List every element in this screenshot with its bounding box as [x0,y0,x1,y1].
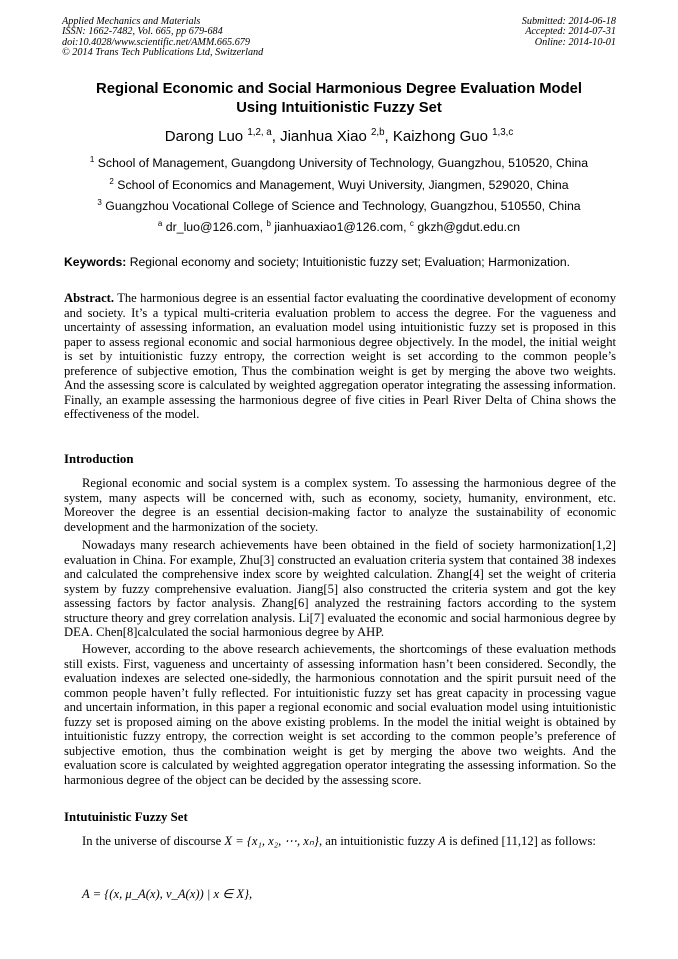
submission-dates [522,17,616,48]
intro-paragraph-3: However, according to the above research achievements, the shortcomings of these evaluation methods still exists. First, vagueness and uncertainty of assessing information hasn’t been considered. Secondly, the evaluation indexes are selected one-sidedly, the harmonious connotation and the spirit pursuit need of the common people haven’t fully reflected. For intuitionistic fuzzy set has great capacity in processing vague and uncertain information, in this paper a regional economic and social evaluation model using intuitionistic fuzzy set is proposed aiming on the above existing problems. In the model the initial weight is obtained by intuitionistic fuzzy entropy, the correction weight is set according to the common people’s preference of subjective emotion, thus the combination weight is get by merging the above two weights. And the evaluation score is calculated by weighted aggregation operator integrating the assessing information. So the harmonious degree of the object can be decided by the assessing score. [64,642,616,787]
author-superscript: 1,3,c [492,127,514,138]
copyright-line: © 2014 Trans Tech Publications Ltd, Switzerland [62,47,264,59]
journal-name: Applied Mechanics and Materials [62,16,201,27]
paper-title [62,80,616,118]
affiliation-superscript: 2 [109,176,114,186]
keywords [64,255,616,269]
affiliation-text: School of Economics and Management, Wuyi University, Jiangmen, 529020, China [117,178,569,192]
author-superscript: 2,b [370,127,385,138]
email-address: gkzh@gdut.edu.cn [417,220,521,234]
abstract [64,291,616,422]
intro-paragraph-1: Regional economic and social system is a complex system. To assessing the harmonious degree of the system, many aspects will be concerned with, such as economy, society, humanity, environment, etc. Moreover the degree is an essential decision-making factor to analyze the sustainability of economic development and the harmonization of the society. [64,476,616,534]
title-line-1: Regional Economic and Social Harmonious Degree Evaluation Model [96,81,582,97]
author-list: Darong Luo $^{1,2, a}$, Jianhua Xiao $^{2,b}$, Kaizhong Guo $^{1,3,c}$ [164,127,514,145]
email-address: dr_luo@126.com [165,220,260,234]
ifs-text-before: In the universe of discourse [82,834,222,848]
author-superscript: 1,2, a [247,127,272,138]
set-variable: A [438,834,446,848]
email-superscript: a [157,218,163,228]
affiliation-text: School of Management, Guangdong University of Technology, Guangzhou, 510520, China [97,156,589,170]
affiliation-superscript: 1 [89,154,95,164]
author-name: Jianhua Xiao [280,128,367,145]
ifs-paragraph-1 [64,834,616,849]
email-superscript: c [409,218,414,228]
abstract-text: The harmonious degree is an essential factor evaluating the coordinative development of economy and society. It’s a typical multi-criteria evaluation problem to access the degree. For the vagueness and uncertainty of assessing information, an evaluation model using intuitionistic fuzzy set is proposed in this paper to assess regional economic and social harmonious degree objectively. In the model, the initial weight is set by intuitionistic fuzzy entropy, the correction weight is set according to the common people’s preference of subjective emotion, Thus the combination weight is get by merging the above two weights. And the assessing score is calculated by weighted aggregation operator integrating the assessing information. Finally, an example assessing the harmonious degree of five cities in Pearl River Delta of China shows the effectiveness of the model. [64,291,616,421]
accepted-date: Accepted: 2014-07-31 [525,26,616,38]
universe-formula: X = {x₁, x₂, ⋯, xₙ} [224,834,319,848]
ifs-text-middle: , an intuitionistic fuzzy [318,834,436,848]
affiliation-3 [62,199,616,213]
doi-line: doi:10.4028/www.scientific.net/AMM.665.679 [62,36,250,48]
section-heading-ifs: Intutuinistic Fuzzy Set [64,810,188,824]
online-date: Online: 2014-10-01 [534,36,616,48]
issn-line: ISSN: 1662-7482, Vol. 665, pp 679-684 [62,26,223,38]
affiliation-1 [62,156,616,170]
affiliation-2 [62,178,616,192]
affiliation-superscript: 3 [97,197,102,207]
keywords-label: Keywords: [64,255,127,269]
title-line-2: Using Intuitionistic Fuzzy Set [236,100,442,116]
email-superscript: b [266,218,271,228]
email-line: $^a$ dr_luo@126.com, $^b$ jianhuaxiao1@126.com, $^c$ gkzh@gdut.edu.cn [157,218,521,234]
keywords-text: Regional economy and society; Intuitionistic fuzzy set; Evaluation; Harmonization. [129,255,571,269]
author-name: Kaizhong Guo [392,128,488,145]
author-name: Darong Luo [164,128,244,145]
submitted-date: Submitted: 2014-06-18 [521,16,616,27]
email-address: jianhuaxiao1@126.com [274,220,404,234]
intro-paragraph-2: Nowadays many research achievements have been obtained in the field of society harmonization[1,2] evaluation in China. For example, Zhu[3] constructed an evaluation criteria system that contained 38 indexes and calculated the comprehensive index score by weighted calculation. Zhang[4] set the weight of criteria system by fuzzy comprehensive evaluation. Jiang[5] also constructed the criteria system and got the key assessing factors by factor analysis. Zhang[6] analyzed the restraining factors according to the system structure theory and grey correlation analysis. Li[7] evaluated the economic and social harmonious degree by DEA. Chen[8]calculated the social harmonious degree by AHP. [64,538,616,639]
abstract-label: Abstract. [64,291,115,305]
ifs-definition-formula: A = {(x, μ_A(x), ν_A(x)) | x ∈ X}, [82,887,253,901]
section-heading-introduction: Introduction [64,452,134,466]
ifs-text-after: is defined [11,12] as follows: [449,834,596,848]
affiliation-text: Guangzhou Vocational College of Science and Technology, Guangzhou, 510550, China [105,199,581,213]
journal-info [62,17,263,59]
